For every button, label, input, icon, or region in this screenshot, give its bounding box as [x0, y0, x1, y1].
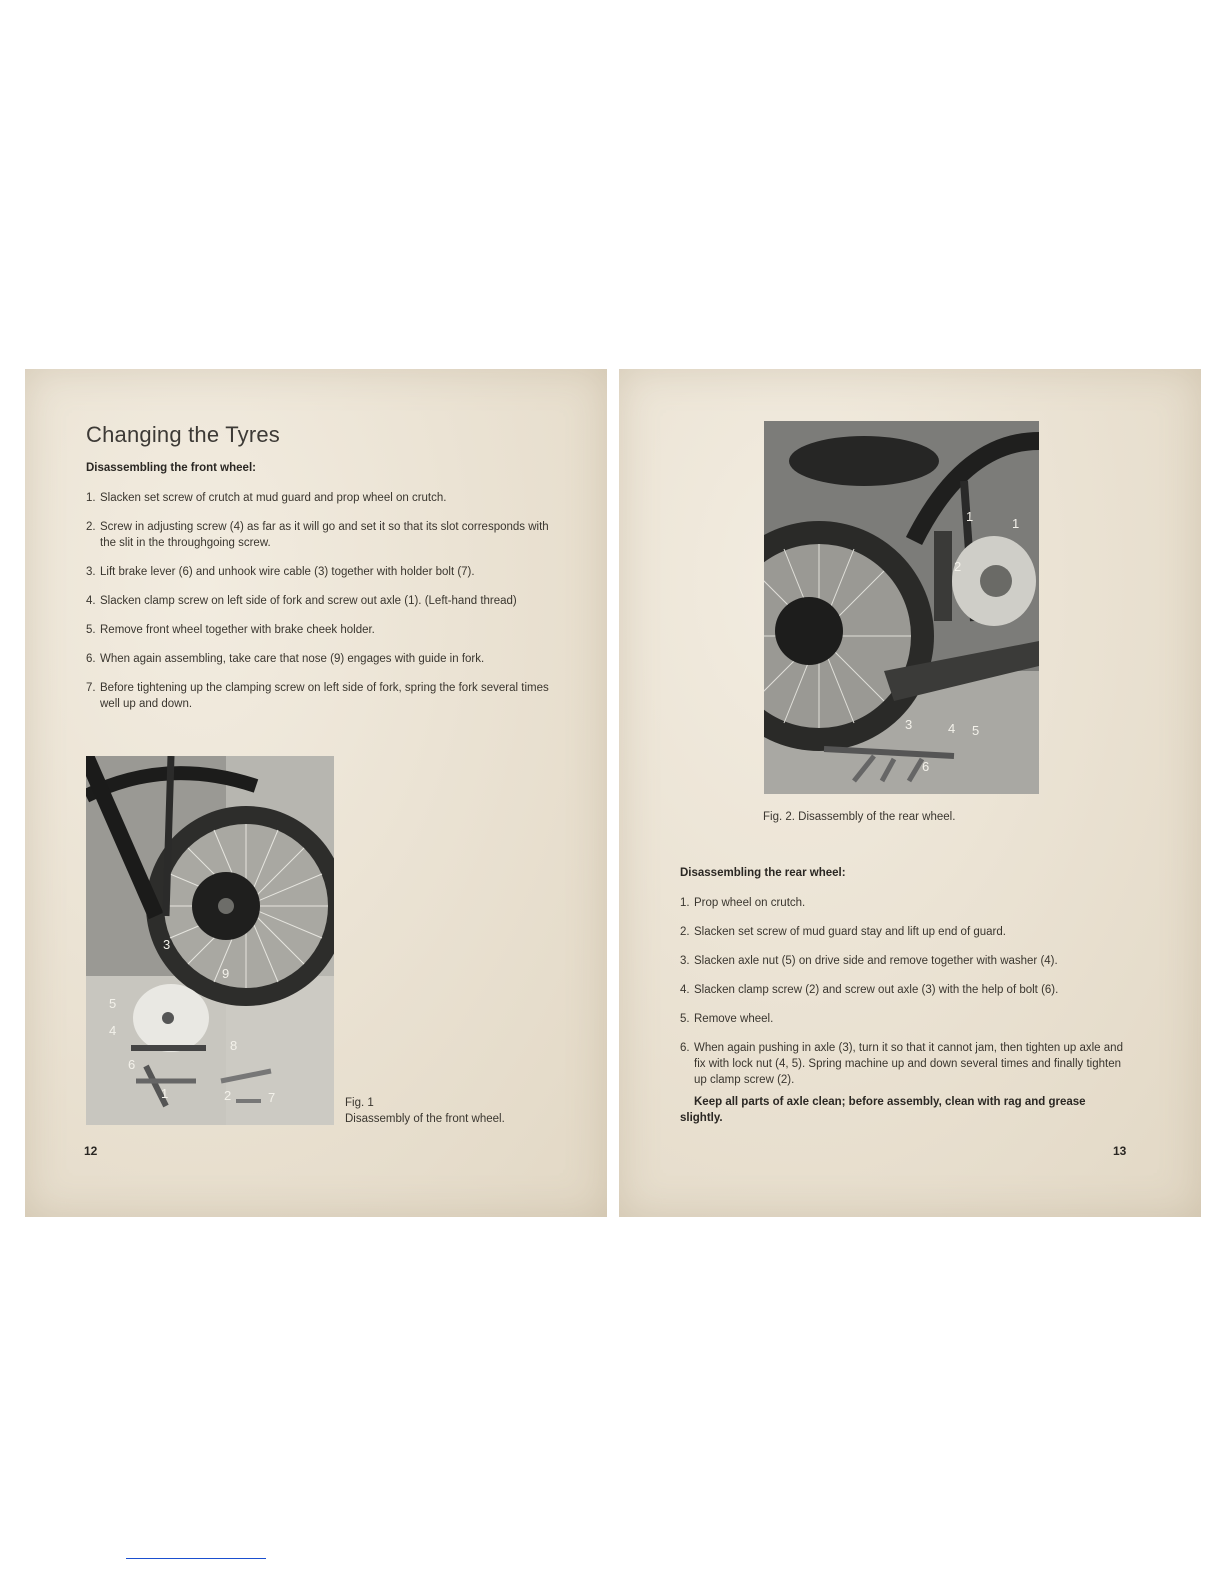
list-item: 5. Remove front wheel together with brake cheek holder.	[86, 624, 375, 636]
callout-8: 8	[230, 1038, 238, 1053]
list-item: 5. Remove wheel.	[680, 1013, 774, 1025]
list-item: 4. Slacken clamp screw (2) and screw out axle (3) with the help of bolt (6).	[680, 984, 1059, 996]
list-item: 6. When again assembling, take care that nose (9) engages with guide in fork.	[86, 653, 485, 665]
callout-2: 2	[224, 1088, 232, 1103]
list-item: 2. Screw in adjusting screw (4) as far as it will go and set it so that its slot corresponds with the slit in the throughgoing screw.	[86, 521, 549, 549]
page-title: Changing the Tyres	[86, 422, 280, 447]
callout-7: 7	[268, 1090, 276, 1105]
callout-1: 1	[1012, 516, 1020, 531]
front-wheel-heading: Disassembling the front wheel:	[86, 462, 256, 474]
page-number-right: 13	[1113, 1144, 1127, 1158]
page-number-left: 12	[84, 1144, 98, 1158]
list-item: 4. Slacken clamp screw on left side of fork and screw out axle (1). (Left-hand thread)	[86, 595, 517, 607]
list-item: 3. Slacken axle nut (5) on drive side and remove together with washer (4).	[680, 955, 1058, 967]
rear-wheel-steps	[680, 895, 1126, 1101]
callout-9: 9	[222, 966, 230, 981]
fig2-caption: Fig. 2. Disassembly of the rear wheel.	[763, 811, 956, 823]
front-wheel-steps	[86, 490, 560, 725]
fig1-caption: Disassembly of the front wheel.	[345, 1113, 505, 1125]
list-item: 2. Slacken set screw of mud guard stay and lift up end of guard.	[680, 926, 1006, 938]
fig1-label: Fig. 1	[345, 1097, 374, 1109]
callout-4: 4	[948, 721, 956, 736]
list-item: 1. Slacken set screw of crutch at mud guard and prop wheel on crutch.	[86, 492, 447, 504]
list-item: 7. Before tightening up the clamping screw on left side of fork, spring the fork several times well up and down.	[86, 682, 549, 710]
callout-6: 6	[922, 759, 930, 774]
callout-3: 3	[905, 717, 913, 732]
callout-5: 5	[109, 996, 117, 1011]
list-item: 3. Lift brake lever (6) and unhook wire cable (3) together with holder bolt (7).	[86, 566, 475, 578]
left-page	[25, 369, 607, 1217]
callout-2: 2	[954, 559, 962, 574]
list-item: 1. Prop wheel on crutch.	[680, 897, 806, 909]
front-wheel-photo	[86, 756, 334, 1125]
callout-1: 1	[161, 1086, 169, 1101]
rear-wheel-photo	[764, 421, 1039, 794]
footer-link-underline[interactable]	[126, 1558, 266, 1559]
front-wheel-illustration	[86, 756, 334, 1125]
callout-3: 3	[163, 937, 171, 952]
callout-6: 6	[128, 1057, 136, 1072]
axle-care-note: Keep all parts of axle clean; before assembly, clean with rag and grease slightly.	[680, 1096, 1086, 1124]
callout-1: 1	[966, 509, 974, 524]
list-item: 6. When again pushing in axle (3), turn it so that it cannot jam, then tighten up axle and fix with lock nut (4, 5). Spring machine up and down several times and finally tighten up clamp screw (2).	[680, 1042, 1123, 1086]
callout-4: 4	[109, 1023, 117, 1038]
rear-wheel-heading: Disassembling the rear wheel:	[680, 867, 846, 879]
right-page	[619, 369, 1201, 1217]
rear-wheel-illustration	[764, 421, 1039, 794]
callout-5: 5	[972, 723, 980, 738]
